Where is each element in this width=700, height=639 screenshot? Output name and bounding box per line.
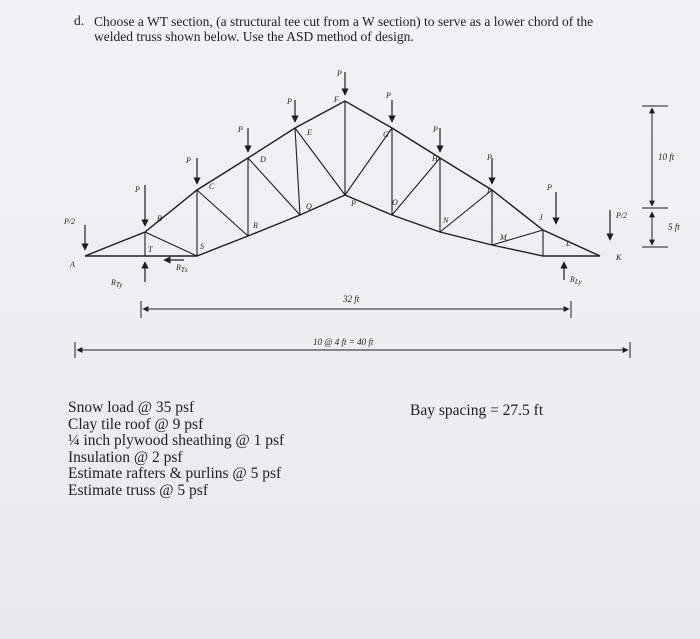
joint-label-j: J (539, 213, 543, 222)
load-label-5: P (337, 69, 342, 78)
dimension-vertical (642, 106, 668, 247)
dimension-inner-label: 32 ft (343, 294, 360, 304)
joint-label-e: E (307, 128, 312, 137)
load-label-7: P (433, 125, 438, 134)
load-label-6: P (386, 91, 391, 100)
load-arrows (85, 72, 610, 250)
joint-label-p: P (351, 199, 356, 208)
load-label-4: P (287, 97, 292, 106)
question-label: d. (74, 13, 85, 28)
bay-spacing: Bay spacing = 27.5 ft (410, 402, 544, 419)
top-chord (85, 101, 600, 256)
joint-label-i: I (487, 186, 490, 195)
joint-label-g: G (383, 130, 389, 139)
joint-label-m: M (500, 233, 507, 242)
reaction-left-x-symbol: R (176, 263, 181, 272)
load-label-10: P/2 (616, 211, 628, 220)
reaction-right-y-subscript: Ly (574, 278, 582, 286)
joint-label-l: L (566, 239, 571, 248)
joint-label-f: F (334, 95, 339, 104)
joint-label-t: T (148, 245, 153, 254)
load-item: ¼ inch plywood sheathing @ 1 psf (68, 432, 285, 449)
web-member (392, 158, 440, 215)
web-member (295, 128, 300, 215)
load-item: Snow load @ 35 psf (68, 399, 195, 416)
joint-label-d: D (260, 155, 266, 164)
dimension-height-end-label: 5 ft (668, 222, 680, 232)
joint-label-h: H (432, 154, 438, 163)
reaction-left-y-symbol: R (111, 278, 116, 287)
load-label-9: P (547, 183, 552, 192)
joint-label-k: K (616, 253, 622, 262)
load-list (68, 400, 284, 499)
reaction-label-right-y (569, 275, 583, 286)
joint-label-n: N (443, 216, 449, 225)
joint-label-r: R (253, 221, 258, 230)
web-member (197, 190, 248, 236)
joint-label-c: C (209, 182, 215, 191)
load-item: Estimate truss @ 5 psf (68, 481, 208, 499)
reaction-left-x-subscript: Tx (180, 266, 188, 274)
reactions (145, 260, 564, 282)
reaction-left-y-subscript: Ty (115, 281, 123, 289)
web-member (440, 190, 492, 232)
truss-chords (85, 101, 600, 256)
truss-webs (145, 101, 543, 256)
load-label-8: P (487, 153, 492, 162)
load-label-0: P/2 (64, 217, 76, 226)
question-text-line-2: welded truss shown below. Use the ASD method of design. (94, 29, 414, 44)
bottom-chord (85, 195, 600, 256)
question-text-line-1: Choose a WT section, (a structural tee cut from a W section) to serve as a lower chord of the (94, 14, 594, 29)
load-label-3: P (238, 125, 243, 134)
reaction-label-left-y (110, 278, 123, 289)
reaction-right-y-symbol: R (570, 275, 575, 284)
load-item: Clay tile roof @ 9 psf (68, 415, 204, 433)
joint-label-s: S (200, 242, 204, 251)
reaction-label-left-x (175, 263, 189, 274)
joint-label-b: B (157, 214, 162, 223)
load-label-2: P (186, 156, 191, 165)
joint-label-q: Q (306, 202, 312, 211)
load-item: Insulation @ 2 psf (68, 448, 183, 466)
web-member (248, 158, 300, 215)
dimension-outer-label: 10 @ 4 ft = 40 ft (313, 337, 374, 347)
web-member (145, 232, 197, 256)
load-item: Estimate rafters & purlins @ 5 psf (68, 465, 282, 482)
joint-label-a: A (70, 260, 75, 269)
dimension-height-total-label: 10 ft (658, 152, 675, 162)
load-label-1: P (135, 185, 140, 194)
web-member (295, 128, 345, 195)
joint-label-o: O (392, 198, 398, 207)
